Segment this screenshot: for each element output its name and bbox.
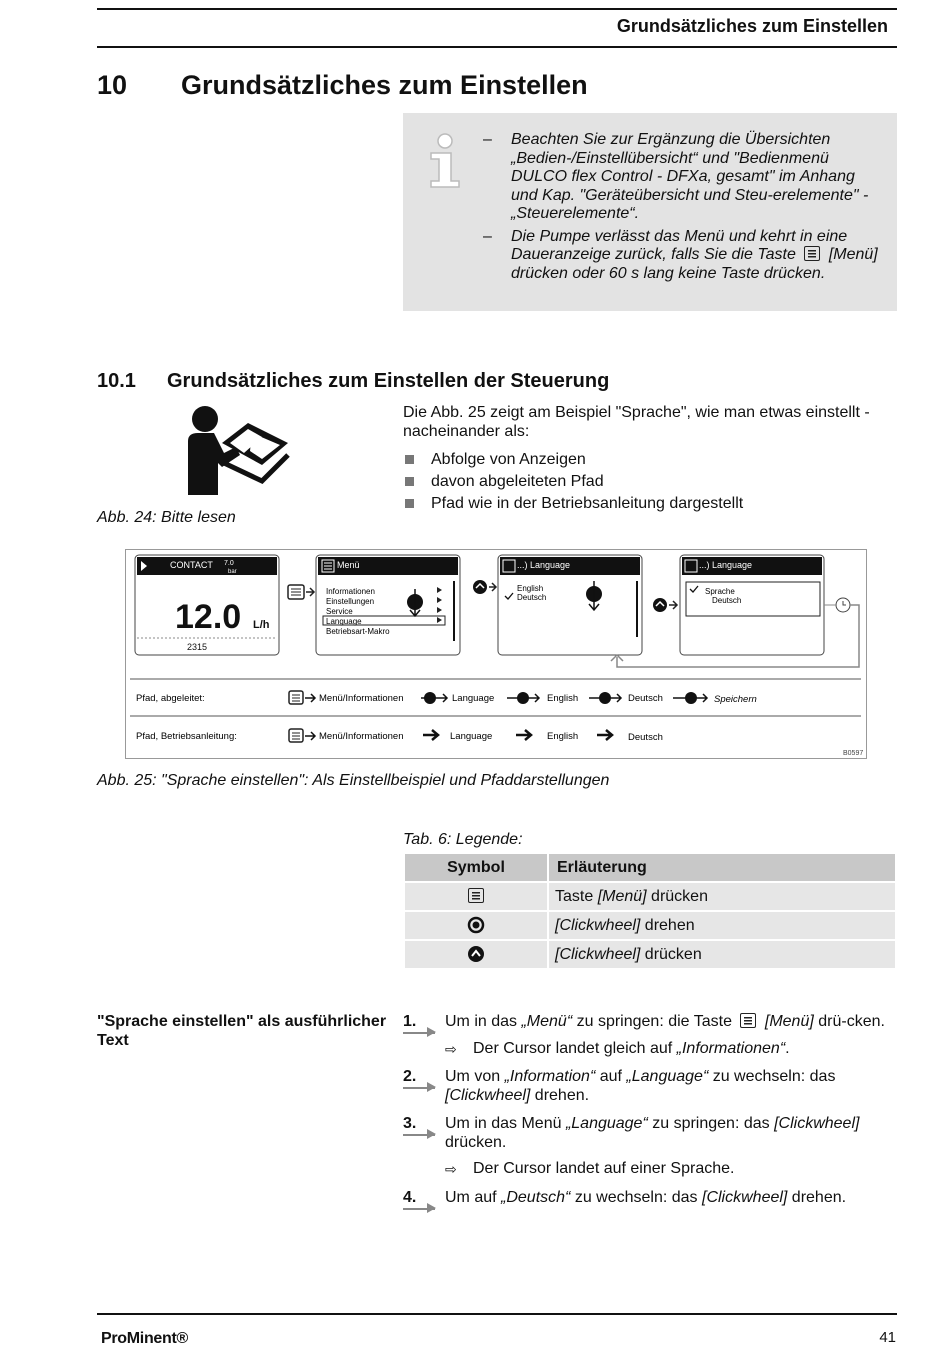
language-option: English <box>517 584 544 593</box>
pressure-unit: bar <box>228 569 237 575</box>
flow-value: 12.0 <box>175 598 242 636</box>
language-option: Sprache <box>705 587 735 596</box>
info-item: – Die Pumpe verlässt das Menü und kehrt in eine Daueranzeige zurück, falls Sie die Taste [Menü] drücken oder 60 s lang keine Taste drücken. <box>483 228 883 284</box>
footer-rule <box>97 1313 897 1315</box>
path-step: Menü/Informationen <box>319 693 404 704</box>
display-screen-continuous <box>135 555 279 655</box>
contact-label: CONTACT <box>170 560 213 570</box>
bullet-item: Abfolge von Anzeigen <box>403 450 893 472</box>
step-item: 1. Um in das „Menü“ zu springen: die Taste [Menü] drü-cken. <box>403 1013 885 1030</box>
menu-item: Betriebsart-Makro <box>326 627 390 636</box>
column-header: Symbol <box>405 854 547 881</box>
table-row: [Clickwheel] drücken <box>405 941 895 968</box>
display-screen-language-confirm <box>680 555 824 655</box>
intro-text: Die Abb. 25 zeigt am Beispiel "Sprache", wie man etwas einstellt - nacheinander als: <box>403 404 870 440</box>
stroke-counter: 2315 <box>187 642 208 652</box>
language-title: ...) Language <box>699 560 753 570</box>
step-result: ⇨ Der Cursor landet gleich auf „Informationen“. <box>445 1039 790 1057</box>
path-step: English <box>547 731 579 742</box>
section-number: 10.1 <box>97 370 136 392</box>
fig25-caption: Abb. 25: "Sprache einstellen": Als Einstellbeispiel und Pfaddarstellungen <box>97 772 610 789</box>
intro-bullets <box>403 450 893 516</box>
section-title: Grundsätzliches zum Einstellen der Steuerung <box>167 370 610 392</box>
result-arrow-icon: ⇨ <box>445 1161 457 1177</box>
step-item: 4. Um auf „Deutsch“ zu wechseln: das [Clickwheel] drehen. <box>403 1188 847 1206</box>
path-manual-label: Pfad, Betriebsanleitung: <box>136 731 237 742</box>
procedure-steps <box>403 1013 893 1217</box>
table-row: Taste [Menü] drücken <box>405 883 895 910</box>
path-step-save: Speichern <box>714 694 757 705</box>
running-header: Grundsätzliches zum Einstellen <box>616 16 888 36</box>
legend-table <box>403 852 897 970</box>
info-box <box>403 113 897 311</box>
menu-item: Einstellungen <box>326 597 375 606</box>
header-rule <box>97 46 897 48</box>
menu-key-icon <box>468 888 484 903</box>
top-rule <box>97 8 897 10</box>
table-row: [Clickwheel] drehen <box>405 912 895 939</box>
step-item: 2. Um von „Information“ auf „Language“ zu wechseln: das [Clickwheel] drehen. <box>403 1068 836 1104</box>
path-step: Language <box>452 693 495 704</box>
menu-item: Informationen <box>326 587 375 596</box>
chapter-number: 10 <box>97 70 128 100</box>
language-option: Deutsch <box>712 596 742 605</box>
menu-key-icon <box>740 1013 756 1028</box>
clickwheel-press-icon <box>473 580 487 594</box>
info-icon <box>425 133 465 189</box>
figure-code: B0597 <box>843 750 864 757</box>
fig25-diagram <box>125 549 867 759</box>
chapter-title: Grundsätzliches zum Einstellen <box>181 70 588 100</box>
prominent-logo: ProMinent® <box>101 1330 189 1347</box>
chapter-heading <box>97 70 588 101</box>
info-item: – Beachten Sie zur Ergänzung die Übersichten „Bedien-/Einstellübersicht“ und "Bedienmenü DULCO flex Control - DFXa, gesamt" im Anhang und Kap. "Geräteübersicht und Steu-erelemente" - „Steuerelemente“. <box>483 131 883 224</box>
path-step: Deutsch <box>628 732 663 743</box>
language-title: ...) Language <box>517 560 571 570</box>
bullet-item: davon abgeleiteten Pfad <box>403 472 893 494</box>
clickwheel-turn-icon <box>467 916 485 934</box>
read-manual-icon <box>184 405 290 497</box>
menu-item-selected: Language <box>326 617 362 626</box>
path-step: Deutsch <box>628 693 663 704</box>
fig24-caption: Abb. 24: Bitte lesen <box>97 509 236 526</box>
step-item: 3. Um in das Menü „Language“ zu springen: das [Clickwheel] drücken. <box>403 1115 860 1151</box>
result-arrow-icon: ⇨ <box>445 1040 457 1057</box>
table-header-row <box>405 854 895 881</box>
step-result: ⇨ Der Cursor landet auf einer Sprache. <box>445 1160 735 1177</box>
flow-unit: L/h <box>253 619 270 631</box>
path-step: English <box>547 693 579 704</box>
pressure-value: 7.0 <box>224 560 234 567</box>
info-list <box>483 131 883 287</box>
menu-item: Service <box>326 607 353 616</box>
table6-caption: Tab. 6: Legende: <box>403 831 523 848</box>
display-screen-menu <box>316 555 460 655</box>
menu-key-icon <box>804 246 820 261</box>
section-heading <box>97 370 609 393</box>
clickwheel-press-icon <box>467 945 485 963</box>
bullet-item: Pfad wie in der Betriebsanleitung dargestellt <box>403 494 893 516</box>
path-step: Language <box>450 731 493 742</box>
procedure-heading: "Sprache einstellen" als ausführlicher Text <box>97 1013 387 1049</box>
language-option: Deutsch <box>517 593 547 602</box>
display-screen-language <box>498 555 642 655</box>
menu-title: Menü <box>337 560 360 570</box>
column-header: Erläuterung <box>549 854 895 881</box>
path-step: Menü/Informationen <box>319 731 404 742</box>
path-derived-label: Pfad, abgeleitet: <box>136 693 205 704</box>
page-number: 41 <box>879 1329 896 1346</box>
